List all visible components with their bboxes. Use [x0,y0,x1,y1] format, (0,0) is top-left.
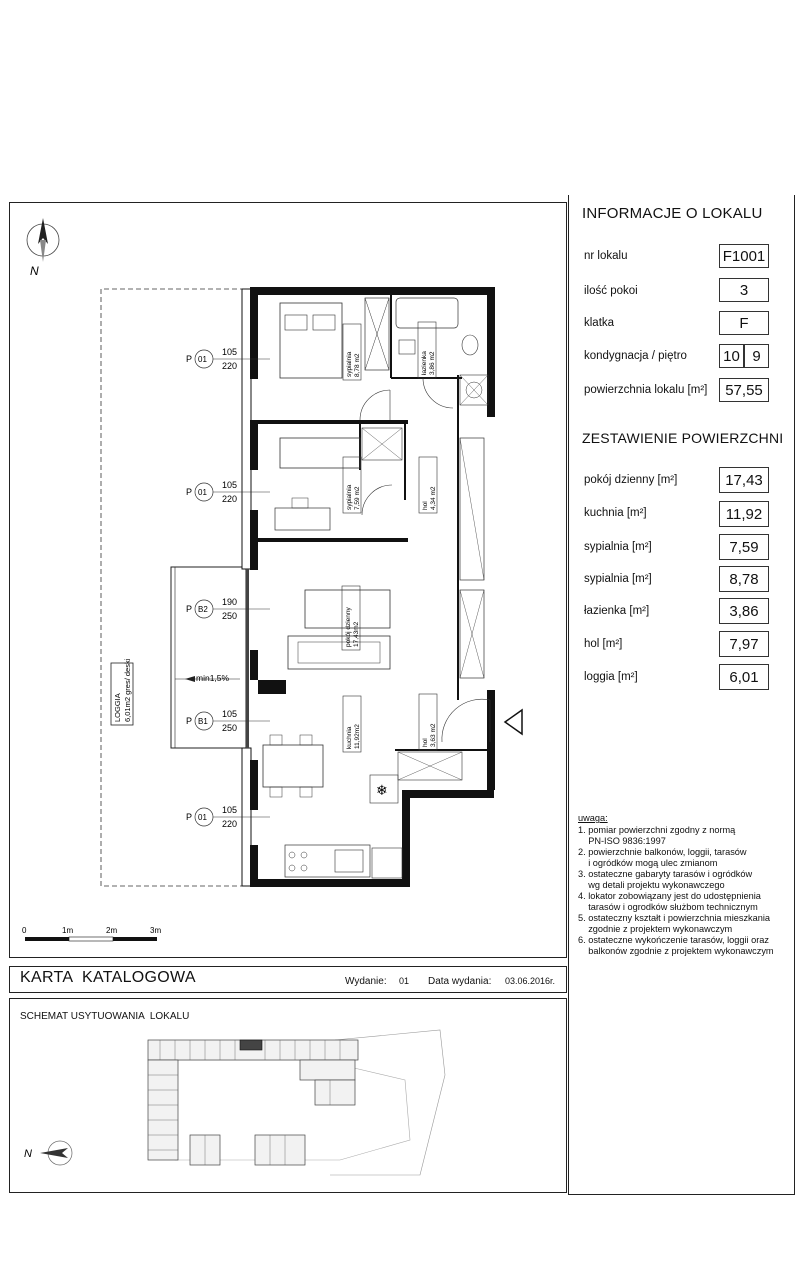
room-area: 17,43m2 [353,621,360,647]
room-area: 11,92m2 [354,724,361,749]
note-line: tarasów i ogrodków służbom technicznym [578,902,758,912]
svg-text:P: P [186,604,193,614]
area-label: sypialnia [m²] [584,573,652,585]
room-name: kuchnia [346,726,353,749]
svg-text:P: P [186,812,193,822]
area-value: 7,97 [719,631,769,657]
svg-text:220: 220 [222,494,238,504]
svg-text:B1: B1 [198,717,208,726]
area-value: 6,01 [719,664,769,690]
areas-title: ZESTAWIENIE POWIERZCHNI [582,430,784,446]
north-arrow-icon [27,218,59,262]
note-line: 1. pomiar powierzchni zgodny z normą [578,825,736,835]
svg-text:220: 220 [222,361,238,371]
loggia-label: LOGGIA [113,693,122,722]
svg-text:B2: B2 [198,605,208,614]
area-label: sypialnia [m²] [584,541,652,553]
svg-text:0: 0 [22,926,27,935]
note-line: balkonów zgodnie z projektem wykonawczym [578,946,774,956]
site-plan [9,998,567,1193]
room-area: 3,63 m2 [430,723,437,747]
info-label: nr lokalu [584,250,628,262]
svg-text:190: 190 [222,597,238,607]
svg-text:105: 105 [222,709,238,719]
highlighted-unit [240,1040,262,1050]
note-line: i ogródków mogą ulec zmianom [578,858,718,868]
svg-text:105: 105 [222,805,238,815]
svg-text:220: 220 [222,819,238,829]
catalog-title: KARTA KATALOGOWA [20,969,196,986]
scale-bar [22,926,161,941]
room-name: łazienka [421,351,428,375]
svg-text:01: 01 [198,355,207,364]
note-line: 4. lokator zobowiązany jest do udostępnienia [578,891,761,901]
window-tag [186,480,270,504]
note-line: zgodnie z projektem wykonawczym [578,924,733,934]
schema-north-arrow-icon [40,1141,72,1165]
svg-text:P: P [186,354,193,364]
room-area: 7,59 m2 [354,486,361,510]
edition-value: 01 [399,976,410,986]
area-value: 7,59 [719,534,769,560]
notes-title: uwaga: [578,813,608,823]
svg-text:2m: 2m [106,926,118,935]
room-area: 4,34 m2 [430,486,437,510]
svg-text:105: 105 [222,347,238,357]
area-value: 3,86 [719,598,769,624]
area-value: 8,78 [719,566,769,592]
slope-label: min1,5% [196,673,230,683]
svg-text:01: 01 [198,813,207,822]
note-line: 6. ostateczne wykończenie tarasów, loggii oraz [578,935,769,945]
info-label: ilość pokoi [584,285,638,297]
room-name: sypialnia [346,484,353,510]
room-area: 8,78 m2 [354,353,361,377]
info-value-floor: 10 [719,344,744,368]
info-value: 3 [719,278,769,302]
area-label: pokój dzienny [m²] [584,474,678,486]
window-tag [186,709,270,733]
schema-north-label: N [24,1148,32,1160]
info-panel-top-rule [568,195,569,203]
window-tag [186,597,270,621]
area-label: łazienka [m²] [584,605,650,617]
note-line: 2. powierzchnie balkonów, loggii, tarasów [578,847,747,857]
area-label: loggia [m²] [584,671,638,683]
info-value: F1001 [719,244,769,268]
loggia-area: 6,01m2 gres/ deski [123,658,132,722]
note-line: 3. ostateczne gabaryty tarasów i ogródków [578,869,753,879]
info-label: kondygnacja / piętro [584,350,687,362]
date-value: 03.06.2016r. [505,976,556,986]
room-name: sypialnia [346,351,353,377]
info-value: F [719,311,769,335]
date-label: Data wydania: [428,976,492,987]
info-value: 57,55 [719,378,769,402]
entrance-icon [505,710,522,734]
area-value: 11,92 [719,501,769,527]
area-value: 17,43 [719,467,769,493]
svg-text:250: 250 [222,723,238,733]
svg-text:P: P [186,716,193,726]
svg-text:1m: 1m [62,926,74,935]
svg-text:105: 105 [222,480,238,490]
edition-label: Wydanie: [345,976,387,987]
room-name: hol [422,501,429,510]
room-name: hol [422,738,429,747]
floor-plan [9,202,567,958]
room-area: 3,86 m2 [429,351,436,375]
svg-text:P: P [186,487,193,497]
note-line: wg detali projektu wykonawczego [578,880,725,890]
info-title: INFORMACJE O LOKALU [582,205,763,222]
area-label: hol [m²] [584,638,623,650]
info-value-storey: 9 [744,344,769,368]
area-label: kuchnia [m²] [584,507,647,519]
note-line: 5. ostateczny kształt i powierzchnia mieszkania [578,913,770,923]
fridge-icon: ❄ [376,782,388,798]
note-line: PN-ISO 9836:1997 [578,836,666,846]
plan-north-label: N [30,264,39,278]
info-label: klatka [584,317,615,329]
svg-text:01: 01 [198,488,207,497]
svg-text:250: 250 [222,611,238,621]
schema-title: SCHEMAT USYTUOWANIA LOKALU [20,1011,190,1022]
info-label: powierzchnia lokalu [m²] [584,384,708,396]
room-name: pokój dzienny [345,607,352,647]
svg-text:3m: 3m [150,926,162,935]
